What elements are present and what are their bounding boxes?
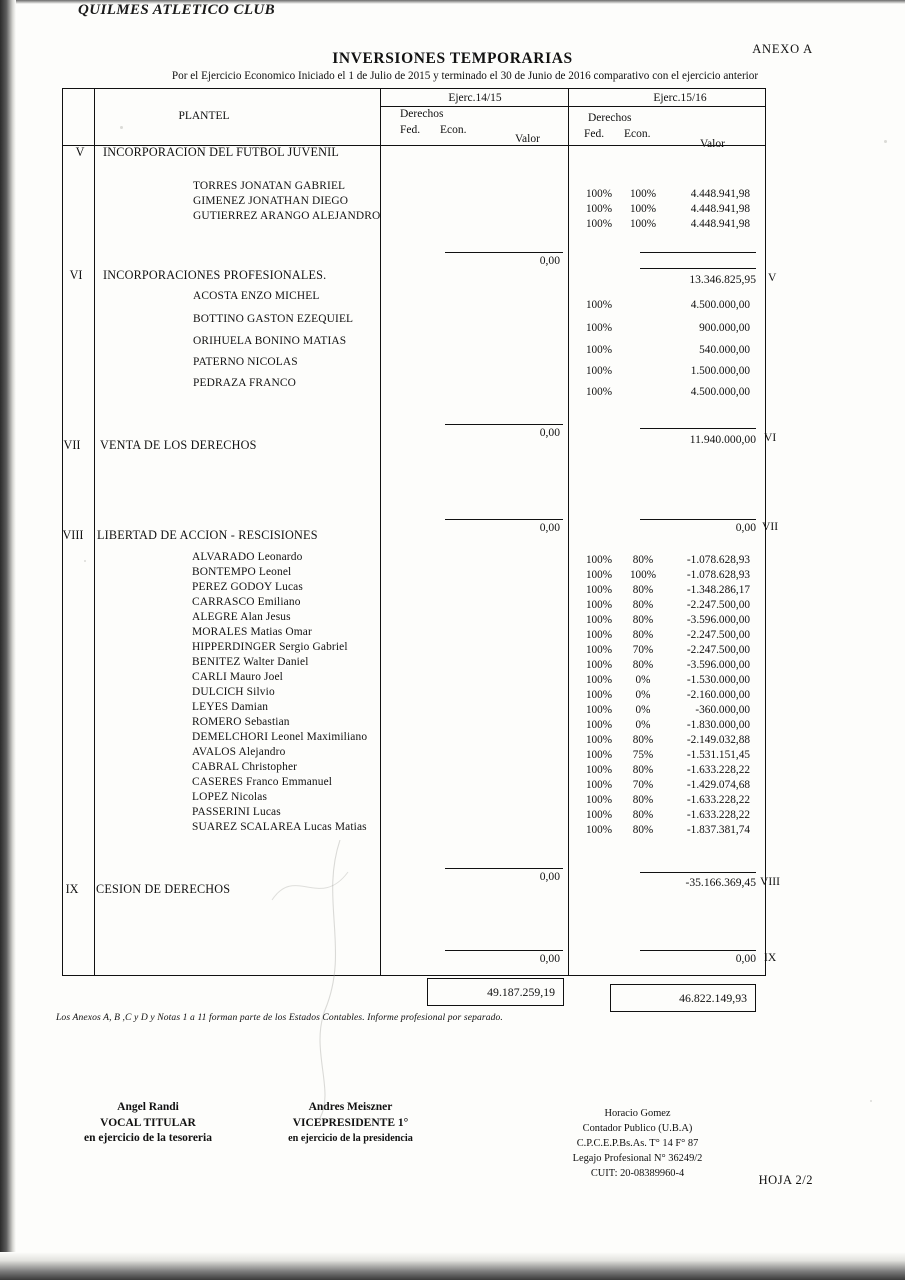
section-label-ix: CESION DE DERECHOS bbox=[96, 882, 231, 896]
player-valor: 4.500.000,00 bbox=[690, 299, 750, 311]
player-name: PEREZ GODOY Lucas bbox=[192, 581, 303, 593]
player-valor: -1.530.000,00 bbox=[686, 674, 750, 686]
player-valor: -1.633.228,22 bbox=[686, 809, 750, 821]
subtotal-rule-curr bbox=[640, 428, 756, 429]
player-econ: 80% bbox=[632, 734, 654, 746]
section-label-v: INCORPORACION DEL FUTBOL JUVENIL bbox=[103, 145, 340, 159]
player-valor: -1.348.286,17 bbox=[686, 584, 750, 596]
player-fed: 100% bbox=[585, 719, 613, 731]
player-name: ACOSTA ENZO MICHEL bbox=[193, 290, 320, 302]
player-name: MORALES Matias Omar bbox=[192, 626, 312, 638]
player-fed: 100% bbox=[585, 689, 613, 701]
player-valor: -1.633.228,22 bbox=[686, 794, 750, 806]
player-fed: 100% bbox=[585, 614, 613, 626]
player-name: PASSERINI Lucas bbox=[192, 806, 281, 818]
player-fed: 100% bbox=[585, 704, 613, 716]
section-total-roman: IX bbox=[764, 951, 777, 964]
header-derechos-curr: Derechos bbox=[588, 112, 632, 124]
player-econ: 80% bbox=[632, 599, 654, 611]
player-valor: 4.448.941,98 bbox=[690, 188, 750, 200]
section-total-prev: 0,00 bbox=[539, 254, 560, 267]
player-fed: 100% bbox=[585, 644, 613, 656]
section-total-curr: 0,00 bbox=[735, 952, 756, 965]
player-valor: -1.531.151,45 bbox=[686, 749, 750, 761]
grand-total-curr: 46.822.149,93 bbox=[610, 984, 756, 1012]
player-econ: 80% bbox=[632, 794, 654, 806]
player-name: BENITEZ Walter Daniel bbox=[192, 656, 309, 668]
subtotal-rule-curr bbox=[640, 252, 756, 253]
player-name: BONTEMPO Leonel bbox=[192, 566, 292, 578]
signature-detail: C.P.C.E.P.Bs.As. T° 14 F° 87 bbox=[576, 1138, 699, 1149]
column-divider-periods bbox=[568, 89, 569, 975]
signature-block-2 bbox=[243, 1100, 458, 1147]
player-econ: 80% bbox=[632, 824, 654, 836]
player-name: ALEGRE Alan Jesus bbox=[192, 611, 291, 623]
player-valor: -2.160.000,00 bbox=[686, 689, 750, 701]
signature-name: Angel Randi bbox=[117, 1101, 179, 1113]
scan-speck bbox=[884, 140, 887, 143]
club-title: QUILMES ATLETICO CLUB bbox=[78, 2, 276, 18]
player-fed: 100% bbox=[585, 794, 613, 806]
player-name: BOTTINO GASTON EZEQUIEL bbox=[193, 313, 354, 325]
player-fed: 100% bbox=[585, 218, 613, 230]
header-period-prev: Ejerc.14/15 bbox=[448, 92, 502, 104]
player-name: SUAREZ SCALAREA Lucas Matias bbox=[192, 821, 367, 833]
scan-speck bbox=[870, 1100, 872, 1102]
player-fed: 100% bbox=[585, 299, 613, 311]
signature-name: Andres Meiszner bbox=[308, 1101, 393, 1113]
player-fed: 100% bbox=[585, 584, 613, 596]
scan-speck bbox=[84, 560, 86, 562]
player-name: CASERES Franco Emmanuel bbox=[192, 776, 333, 788]
player-name: LEYES Damian bbox=[192, 701, 269, 713]
player-name: ORIHUELA BONINO MATIAS bbox=[193, 335, 347, 347]
scan-speck bbox=[120, 126, 123, 129]
section-total-prev: 0,00 bbox=[539, 952, 560, 965]
player-valor: 4.500.000,00 bbox=[690, 386, 750, 398]
player-econ: 100% bbox=[629, 569, 657, 581]
player-fed: 100% bbox=[585, 659, 613, 671]
subtotal-rule-prev bbox=[445, 252, 563, 253]
player-econ: 100% bbox=[629, 218, 657, 230]
header-valor-prev: Valor bbox=[515, 133, 540, 145]
player-valor: -2.247.500,00 bbox=[686, 644, 750, 656]
subtotal-rule-prev bbox=[445, 868, 563, 869]
player-valor: 4.448.941,98 bbox=[690, 203, 750, 215]
player-econ: 80% bbox=[632, 764, 654, 776]
player-econ: 100% bbox=[629, 188, 657, 200]
player-econ: 80% bbox=[632, 629, 654, 641]
player-fed: 100% bbox=[585, 569, 613, 581]
player-valor: -2.149.032,88 bbox=[686, 734, 750, 746]
section-total-curr: 0,00 bbox=[735, 521, 756, 534]
player-valor: 540.000,00 bbox=[699, 344, 750, 356]
player-name: GUTIERREZ ARANGO ALEJANDRO bbox=[193, 210, 381, 222]
player-fed: 100% bbox=[585, 764, 613, 776]
section-total-prev: 0,00 bbox=[539, 870, 560, 883]
section-total-roman: V bbox=[768, 271, 777, 284]
player-econ: 0% bbox=[635, 674, 651, 686]
player-valor: -3.596.000,00 bbox=[686, 614, 750, 626]
player-econ: 80% bbox=[632, 584, 654, 596]
player-name: AVALOS Alejandro bbox=[192, 746, 286, 758]
document-title: INVERSIONES TEMPORARIAS bbox=[332, 50, 573, 67]
player-fed: 100% bbox=[585, 749, 613, 761]
player-econ: 70% bbox=[632, 644, 654, 656]
player-name: CARRASCO Emiliano bbox=[192, 596, 301, 608]
document-subtitle: Por el Ejercicio Economico Iniciado el 1 de Julio de 2015 y terminado el 30 de Junio de 2016 comparativo con el ejercicio anterior bbox=[171, 70, 759, 82]
section-roman-viii: VIII bbox=[62, 528, 84, 542]
signature-name: Horacio Gomez bbox=[604, 1108, 671, 1119]
signature-role: VOCAL TITULAR bbox=[100, 1116, 196, 1129]
player-fed: 100% bbox=[585, 322, 613, 334]
player-fed: 100% bbox=[585, 674, 613, 686]
player-econ: 70% bbox=[632, 779, 654, 791]
subtotal-rule-prev bbox=[445, 424, 563, 425]
subtotal-rule-prev bbox=[445, 950, 563, 951]
header-econ-curr: Econ. bbox=[624, 128, 651, 140]
player-valor: -1.633.228,22 bbox=[686, 764, 750, 776]
player-valor: -2.247.500,00 bbox=[686, 629, 750, 641]
player-name: CARLI Mauro Joel bbox=[192, 671, 283, 683]
total-rule-curr bbox=[640, 268, 756, 269]
scan-edge-bottom bbox=[0, 1252, 905, 1280]
player-fed: 100% bbox=[585, 386, 613, 398]
player-fed: 100% bbox=[585, 188, 613, 200]
player-name: LOPEZ Nicolas bbox=[192, 791, 268, 803]
player-econ: 0% bbox=[635, 689, 651, 701]
player-name: HIPPERDINGER Sergio Gabriel bbox=[192, 641, 348, 653]
subtotal-rule-curr bbox=[640, 519, 756, 520]
scan-edge-left bbox=[0, 0, 16, 1280]
section-label-vi: INCORPORACIONES PROFESIONALES. bbox=[103, 268, 327, 282]
player-name: CABRAL Christopher bbox=[192, 761, 298, 773]
section-total-curr: -35.166.369,45 bbox=[685, 876, 756, 889]
signature-block-3 bbox=[515, 1106, 760, 1181]
player-econ: 0% bbox=[635, 704, 651, 716]
header-fed-prev: Fed. bbox=[400, 124, 421, 136]
player-valor: -1.078.628,93 bbox=[686, 569, 750, 581]
player-fed: 100% bbox=[585, 629, 613, 641]
signature-extra-legajo: Legajo Profesional N° 36249/2 bbox=[572, 1153, 703, 1164]
section-total-curr: 11.940.000,00 bbox=[689, 433, 756, 446]
player-valor: -3.596.000,00 bbox=[686, 659, 750, 671]
signature-role: VICEPRESIDENTE 1° bbox=[292, 1116, 409, 1129]
column-divider-roman bbox=[94, 89, 95, 975]
player-fed: 100% bbox=[585, 344, 613, 356]
player-fed: 100% bbox=[585, 365, 613, 377]
player-name: PEDRAZA FRANCO bbox=[193, 377, 297, 389]
player-econ: 0% bbox=[635, 719, 651, 731]
signature-block-1 bbox=[48, 1100, 248, 1147]
player-valor: 4.448.941,98 bbox=[690, 218, 750, 230]
signature-role: Contador Publico (U.B.A) bbox=[582, 1123, 693, 1134]
player-fed: 100% bbox=[585, 809, 613, 821]
section-roman-v: V bbox=[75, 145, 85, 159]
header-fed-curr: Fed. bbox=[584, 128, 605, 140]
subtotal-rule-prev bbox=[445, 519, 563, 520]
player-valor: 1.500.000,00 bbox=[690, 365, 750, 377]
player-name: DULCICH Silvio bbox=[192, 686, 275, 698]
footnote: Los Anexos A, B ,C y D y Notas 1 a 11 forman parte de los Estados Contables. Informe profesional por separado. bbox=[56, 1012, 503, 1023]
section-roman-vii: VII bbox=[63, 438, 81, 452]
section-total-roman: VII bbox=[762, 520, 779, 533]
player-valor: -1.078.628,93 bbox=[686, 554, 750, 566]
subtotal-rule-curr bbox=[640, 872, 756, 873]
player-name: ROMERO Sebastian bbox=[192, 716, 290, 728]
period-header-rule bbox=[380, 106, 765, 107]
player-econ: 80% bbox=[632, 809, 654, 821]
player-valor: -360.000,00 bbox=[695, 704, 750, 716]
player-name: DEMELCHORI Leonel Maximiliano bbox=[192, 731, 368, 743]
player-valor: -1.429.074,68 bbox=[686, 779, 750, 791]
player-valor: 900.000,00 bbox=[699, 322, 750, 334]
player-fed: 100% bbox=[585, 734, 613, 746]
grand-total-prev: 49.187.259,19 bbox=[427, 978, 564, 1006]
player-fed: 100% bbox=[585, 779, 613, 791]
player-valor: -2.247.500,00 bbox=[686, 599, 750, 611]
section-total-roman: VI bbox=[764, 431, 777, 444]
section-roman-vi: VI bbox=[69, 268, 83, 282]
header-valor-curr: Valor bbox=[700, 138, 725, 150]
signature-detail: en ejercicio de la tesoreria bbox=[84, 1132, 212, 1144]
player-valor: -1.837.381,74 bbox=[686, 824, 750, 836]
player-fed: 100% bbox=[585, 203, 613, 215]
header-econ-prev: Econ. bbox=[440, 124, 467, 136]
section-total-curr: 13.346.825,95 bbox=[689, 273, 756, 286]
section-label-viii: LIBERTAD DE ACCION - RESCISIONES bbox=[97, 528, 318, 542]
player-name: TORRES JONATAN GABRIEL bbox=[193, 180, 346, 192]
player-fed: 100% bbox=[585, 554, 613, 566]
signature-detail: en ejercicio de la presidencia bbox=[288, 1133, 413, 1144]
player-fed: 100% bbox=[585, 599, 613, 611]
signature-extra-cuit: CUIT: 20-08389960-4 bbox=[590, 1168, 685, 1179]
header-derechos-prev: Derechos bbox=[400, 108, 444, 120]
player-name: GIMENEZ JONATHAN DIEGO bbox=[193, 195, 349, 207]
section-roman-ix: IX bbox=[65, 882, 79, 896]
player-name: ALVARADO Leonardo bbox=[192, 551, 303, 563]
player-econ: 80% bbox=[632, 554, 654, 566]
player-econ: 80% bbox=[632, 659, 654, 671]
player-name: PATERNO NICOLAS bbox=[193, 356, 298, 368]
player-econ: 75% bbox=[632, 749, 654, 761]
player-econ: 80% bbox=[632, 614, 654, 626]
page-label: HOJA 2/2 bbox=[758, 1173, 813, 1187]
section-label-vii: VENTA DE LOS DERECHOS bbox=[100, 438, 257, 452]
section-total-roman: VIII bbox=[760, 875, 780, 888]
header-period-curr: Ejerc.15/16 bbox=[653, 92, 707, 104]
section-total-prev: 0,00 bbox=[539, 426, 560, 439]
anexo-label: ANEXO A bbox=[752, 42, 813, 56]
player-fed: 100% bbox=[585, 824, 613, 836]
header-plantel: PLANTEL bbox=[178, 110, 230, 122]
player-econ: 100% bbox=[629, 203, 657, 215]
subtotal-rule-curr bbox=[640, 950, 756, 951]
section-total-prev: 0,00 bbox=[539, 521, 560, 534]
player-valor: -1.830.000,00 bbox=[686, 719, 750, 731]
